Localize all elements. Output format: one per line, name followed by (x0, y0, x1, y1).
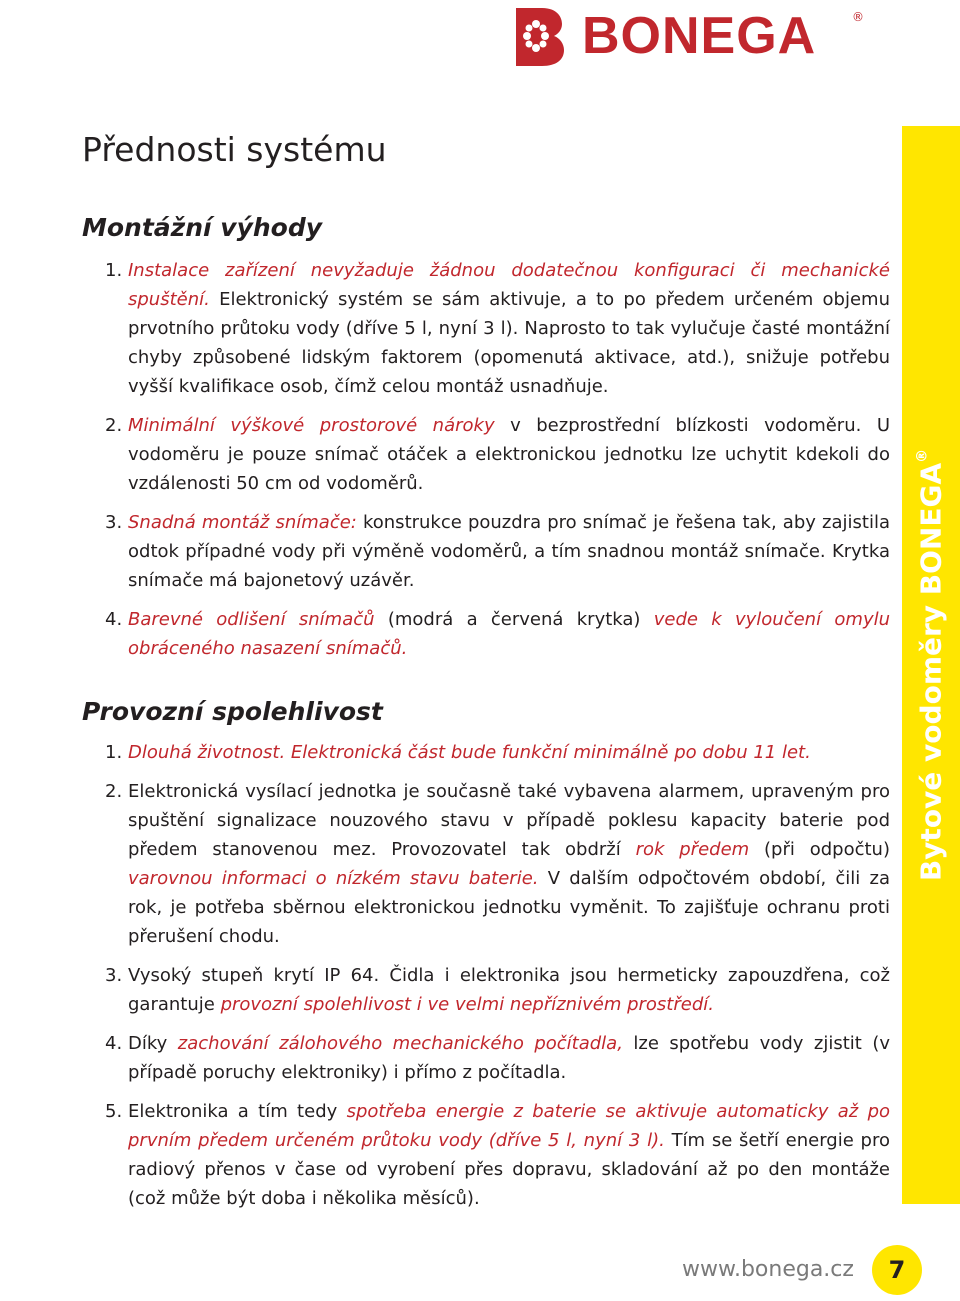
list-item-number: 3. (105, 512, 123, 533)
list-item-number: 4. (105, 609, 123, 630)
body-text: lze spotřebu vody zjistit (v případě poruchy elektroniky) i přímo z počítadla. (128, 1033, 890, 1083)
list-provozni-spolehlivost (100, 738, 890, 1223)
body-text: V dalším odpočtovém období, čili za rok, je potřeba sběrnou elektronickou jednotku vyměnit. To zajišťuje ochranu proti přerušení chodu. (128, 868, 890, 947)
highlighted-text: rok předem (635, 839, 750, 860)
highlighted-text: vede k vyloučení omylu obráceného nasazení snímačů. (128, 609, 890, 659)
list-item (100, 738, 890, 767)
highlighted-text: Barevné odlišení snímačů (128, 609, 375, 630)
brand-registered-mark: ® (852, 10, 864, 24)
body-text: (při odpočtu) (749, 839, 890, 860)
body-text: Elektronický systém se sám aktivuje, a to po předem určeném objemu prvotního průtoku vody (dříve 5 l, nyní 3 l). Naprosto to tak vylučuje časté montážní chyby způsobené lidským faktorem (opomenutá aktivace, atd.), snižuje potřebu vyšší kvalifikace osob, čímž celou montáž usnadňuje. (128, 289, 890, 397)
highlighted-text: Snadná montáž snímače: (128, 512, 357, 533)
section-heading-montazni: Montážní výhody (82, 213, 323, 242)
body-text: Díky (128, 1033, 178, 1054)
list-item (100, 256, 890, 401)
body-text: Tím se šetří energie pro radiový přenos v čase od vyrobení přes dopravu, skladování až po den montáže (což může být doba i několika měsíců). (128, 1130, 890, 1209)
list-item (100, 605, 890, 663)
side-band-text (915, 449, 948, 881)
section-heading-provozni: Provozní spolehlivost (82, 697, 383, 726)
highlighted-text: Dlouhá životnost. Elektronická část bude funkční minimálně po dobu 11 let. (128, 742, 811, 763)
page-title: Přednosti systému (82, 130, 387, 169)
highlighted-text: varovnou informaci o nízkém stavu baterie. (128, 868, 539, 889)
list-montazni-vyhody (100, 256, 890, 673)
brand-name: BONEGA (582, 7, 817, 65)
highlighted-text: zachování zálohového mechanického počítadla, (177, 1033, 623, 1054)
list-item-number: 4. (105, 1033, 123, 1054)
list-item-number: 3. (105, 965, 123, 986)
side-band-label: Bytové vodoměry BONEGA (914, 462, 948, 882)
list-item (100, 1097, 890, 1213)
list-item-number: 1. (105, 260, 123, 281)
list-item-number: 2. (105, 781, 123, 802)
body-text: Elektronická vysílací jednotka je současně také vybavena alarmem, upraveným pro spuštění signalizace nouzového stavu v případě poklesu kapacity baterie pod předem stanovenou mez. Provozovatel tak obdrží (128, 781, 890, 860)
body-text: Vysoký stupeň krytí IP 64. Čidla i elektronika jsou hermeticky zapouzdřena, což garantuje (128, 965, 890, 1015)
list-item (100, 1029, 890, 1087)
brand-logo (506, 4, 866, 68)
list-item (100, 961, 890, 1019)
body-text: v bezprostřední blízkosti vodoměru. U vodoměru je pouze snímač otáček a elektronickou jednotku lze uchytit kdekoli do vzdálenosti 50 cm od vodoměrů. (128, 415, 891, 494)
bonega-flower-icon (506, 4, 570, 68)
highlighted-text: Minimální výškové prostorové nároky (128, 415, 495, 436)
highlighted-text: provozní spolehlivost i ve velmi nepříznivém prostředí. (220, 994, 714, 1015)
list-item (100, 411, 890, 498)
body-text: konstrukce pouzdra pro snímač je řešena tak, aby zajistila odtok případné vody při výměně vodoměrů, a tím snadnou montáž snímače. Krytka snímače má bajonetový uzávěr. (128, 512, 890, 591)
highlighted-text: spotřeba energie z baterie se aktivuje automaticky až po prvním předem určeném průtoku vody (dříve 5 l, nyní 3 l). (128, 1101, 891, 1151)
list-item (100, 777, 890, 951)
body-text: Elektronika a tím tedy (128, 1101, 347, 1122)
list-item-number: 2. (105, 415, 123, 436)
page-number: 7 (872, 1245, 922, 1295)
highlighted-text: Instalace zařízení nevyžaduje žádnou dodatečnou konfiguraci či mechanické spuštění. (128, 260, 890, 310)
list-item-number: 5. (105, 1101, 123, 1122)
list-item-number: 1. (105, 742, 123, 763)
body-text: (modrá a červená krytka) (374, 609, 654, 630)
footer-url: www.bonega.cz (682, 1257, 854, 1282)
list-item (100, 508, 890, 595)
side-band-registered-mark: ® (914, 448, 931, 463)
